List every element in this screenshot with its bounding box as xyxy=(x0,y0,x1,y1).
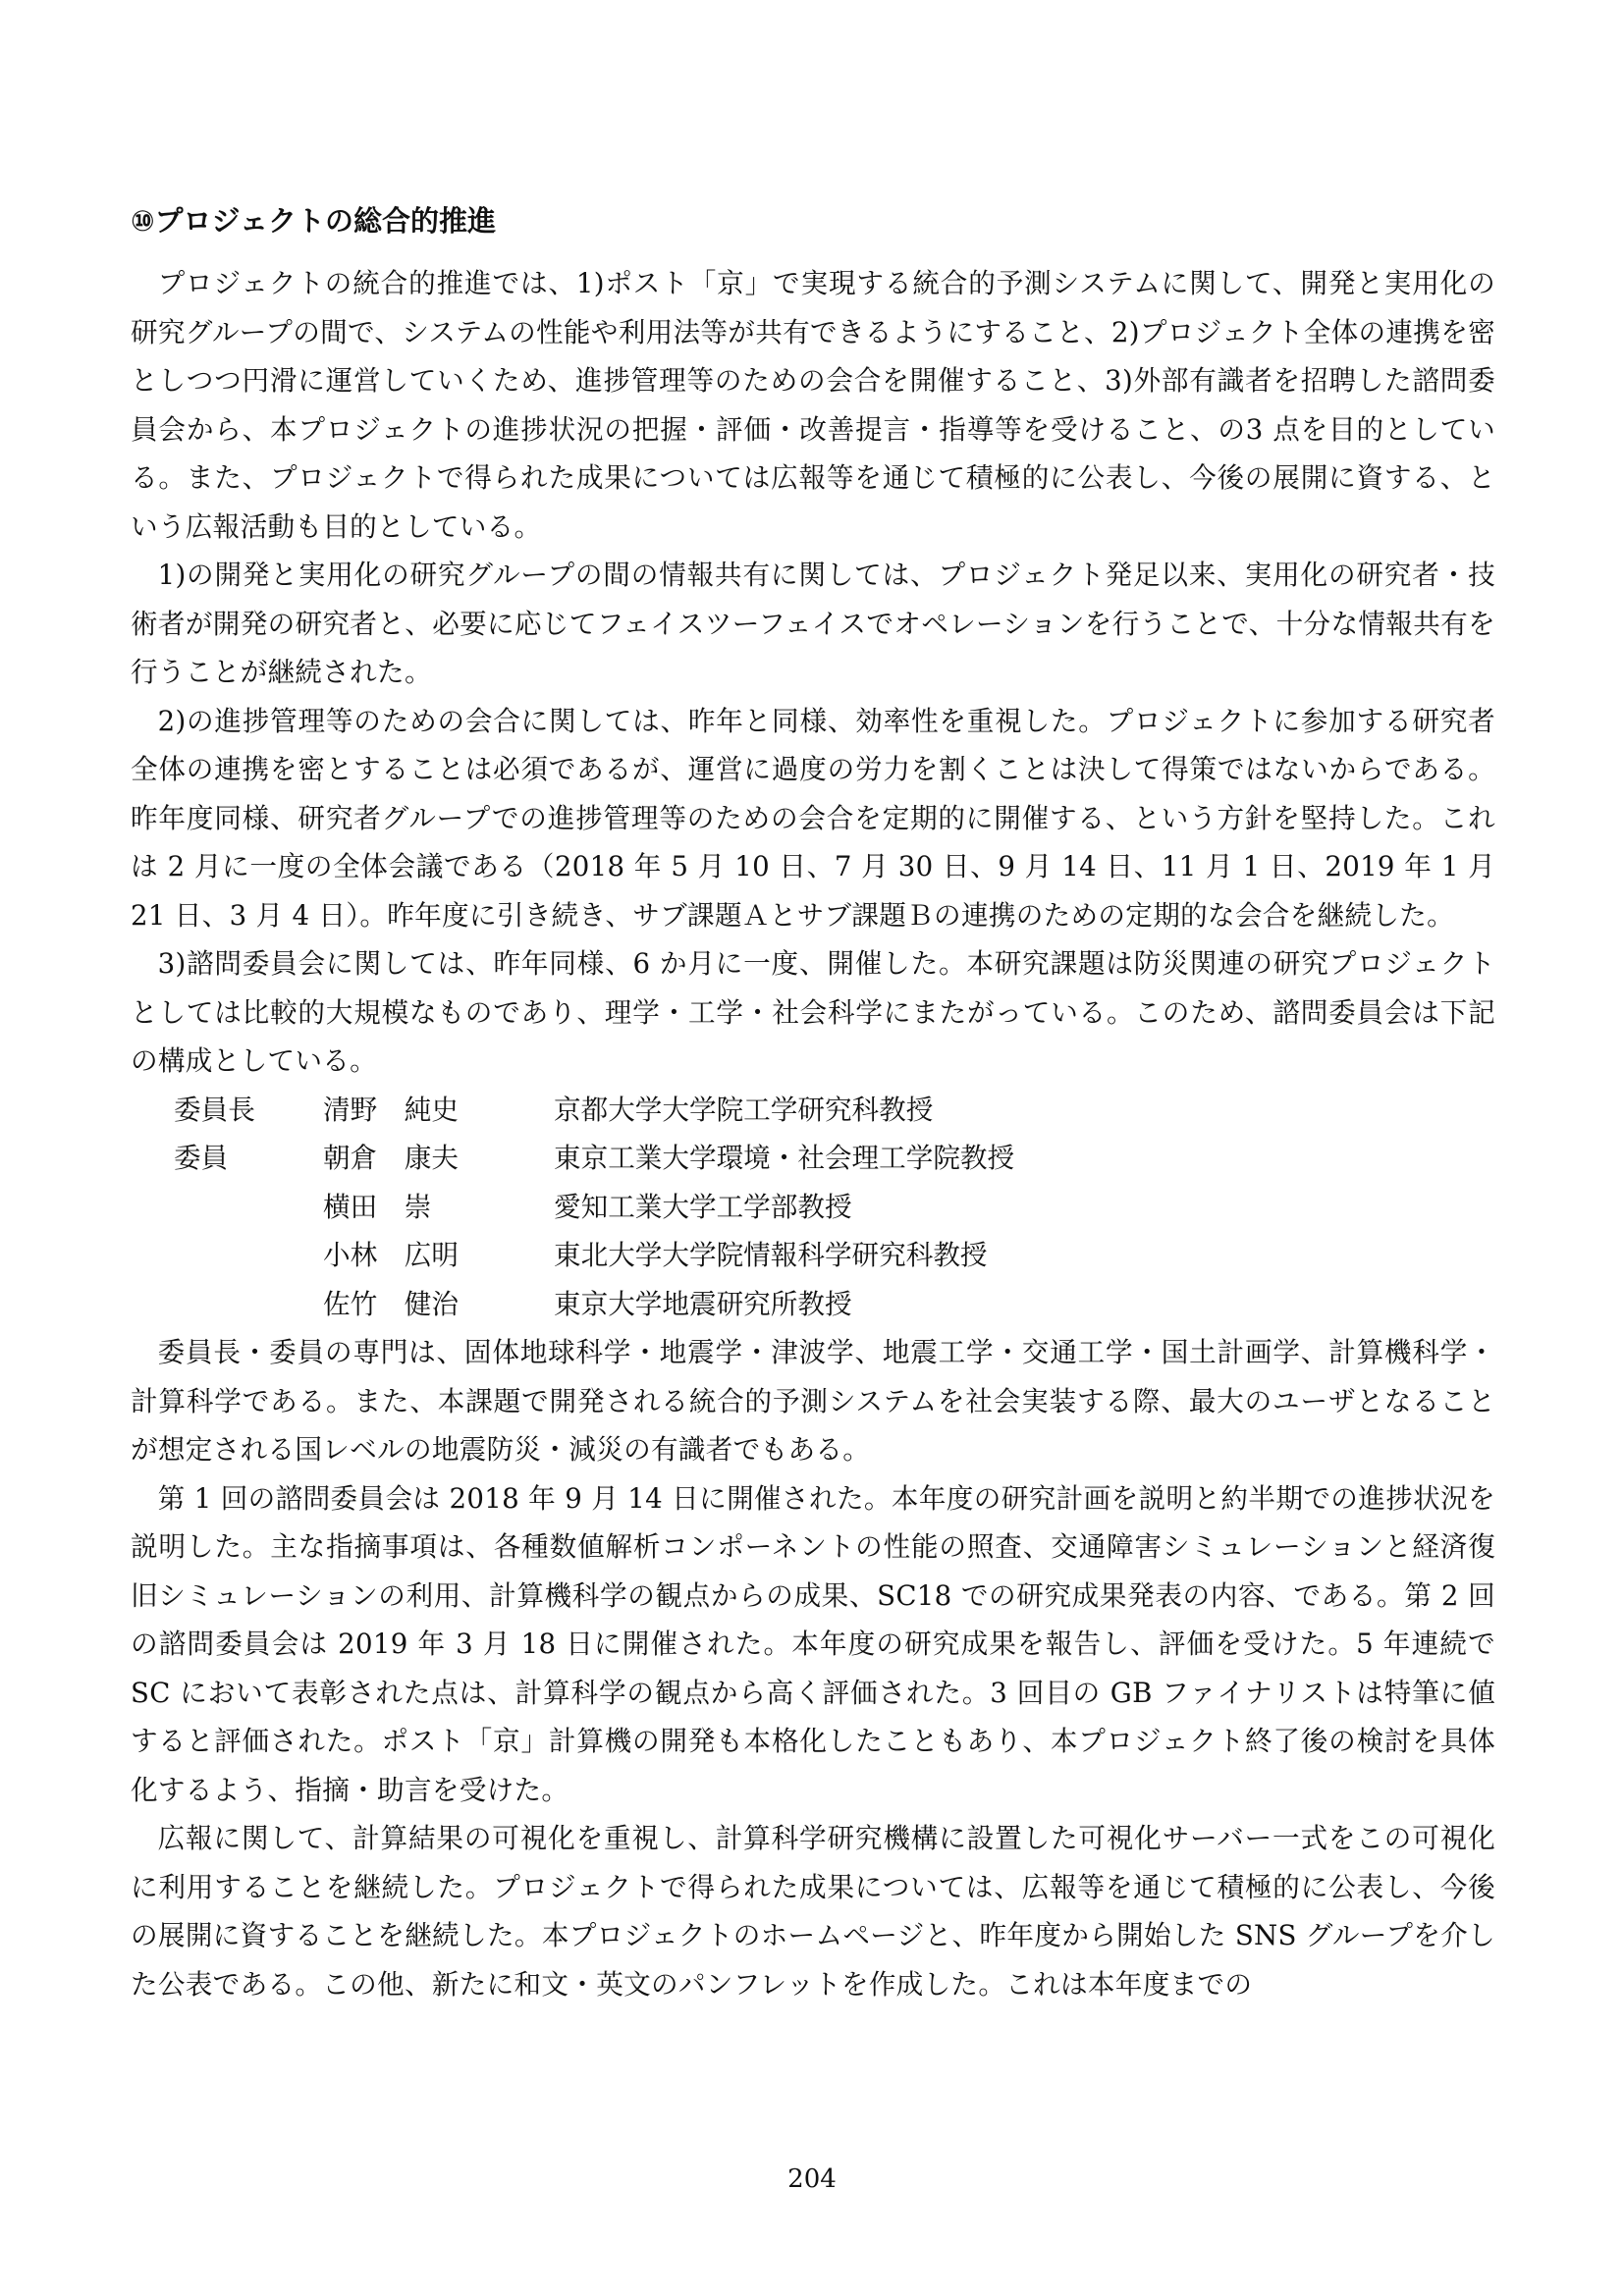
member-role xyxy=(131,1231,323,1280)
page-number: 204 xyxy=(787,2164,837,2194)
paragraph-info-sharing: 1)の開発と実用化の研究グループの間の情報共有に関しては、プロジェクト発足以来、実用化の研究者・技術者が開発の研究者と、必要に応じてフェイスツーフェイスでオペレーションを行うことで、十分な情報共有を行うことが継続された。 xyxy=(131,559,1495,688)
member-affiliation: 京都大学大学院工学研究科教授 xyxy=(554,1093,934,1126)
member-name: 清野 純史 xyxy=(323,1093,459,1126)
member-role: 委員 xyxy=(174,1142,229,1174)
member-name: 横田 崇 xyxy=(323,1190,432,1223)
committee-member-row xyxy=(131,1231,1495,1280)
member-role xyxy=(131,1183,323,1232)
member-affiliation: 東京工業大学環境・社会理工学院教授 xyxy=(554,1142,1015,1174)
paragraph-advisory-committee: 3)諮問委員会に関しては、昨年同様、6 か月に一度、開催した。本研究課題は防災関連の研究プロジェクトとしては比較的大規模なものであり、理学・工学・社会科学にまたがっている。このため、諮問委員会は下記の構成としている。 xyxy=(131,947,1495,1077)
paragraph-intro: プロジェクトの統合的推進では、1)ポスト「京」で実現する統合的予測システムに関して、開発と実用化の研究グループの間で、システムの性能や利用法等が共有できるようにすること、2)プロジェクト全体の連携を密としつつ円滑に運営していくため、進捗管理等のための会合を開催すること、3)外部有識者を招聘した諮問委員会から、本プロジェクトの進捗状況の把握・評価・改善提言・指導等を受けること、の3 点を目的としている。また、プロジェクトで得られた成果については広報等を通じて積極的に公表し、今後の展開に資する、という広報活動も目的としている。 xyxy=(131,267,1495,543)
committee-list xyxy=(131,1086,1495,1329)
member-affiliation: 東京大学地震研究所教授 xyxy=(554,1287,852,1320)
member-name: 佐竹 健治 xyxy=(323,1287,459,1320)
committee-member-row xyxy=(131,1086,1495,1135)
committee-member-row xyxy=(131,1280,1495,1329)
member-affiliation: 愛知工業大学工学部教授 xyxy=(554,1190,852,1223)
member-name: 小林 広明 xyxy=(323,1239,459,1271)
member-role xyxy=(131,1280,323,1329)
member-role: 委員長 xyxy=(174,1093,255,1126)
paragraph-committee-meetings: 第 1 回の諮問委員会は 2018 年 9 月 14 日に開催された。本年度の研究計画を説明と約半期での進捗状況を説明した。主な指摘事項は、各種数値解析コンポーネントの性能の照査、交通障害シミュレーションと経済復旧シミュレーションの利用、計算機科学の観点からの成果、SC18 での研究成果発表の内容、である。第 2 回の諮問委員会は 2019 年 3 月 18 日に開催された。本年度の研究成果を報告し、評価を受けた。5 年連続で SC において表彰された点は、計算科学の観点から高く評価された。3 回目の GB ファイナリストは特筆に値すると評価された。ポスト「京」計算機の開発も本格化したこともあり、本プロジェクト終了後の検討を具体化するよう、指摘・助言を受けた。 xyxy=(131,1481,1495,1806)
paragraph-committee-expertise: 委員長・委員の専門は、固体地球科学・地震学・津波学、地震工学・交通工学・国土計画学、計算機科学・計算科学である。また、本課題で開発される統合的予測システムを社会実装する際、最大のユーザとなることが想定される国レベルの地震防災・減災の有識者でもある。 xyxy=(131,1336,1495,1466)
section-heading: ⑩プロジェクトの総合的推進 xyxy=(131,204,496,238)
member-name: 朝倉 康夫 xyxy=(323,1142,459,1174)
paragraph-progress-management: 2)の進捗管理等のための会合に関しては、昨年と同様、効率性を重視した。プロジェクトに参加する研究者全体の連携を密とすることは必須であるが、運営に過度の労力を割くことは決して得策ではないからである。昨年度同様、研究者グループでの進捗管理等のための会合を定期的に開催する、という方針を堅持した。これは 2 月に一度の全体会議である（2018 年 5 月 10 日、7 月 30 日、9 月 14 日、11 月 1 日、2019 年 1 月 21 日、3 月 4 日）。昨年度に引き続き、サブ課題Ａとサブ課題Ｂの連携のための定期的な会合を継続した。 xyxy=(131,704,1495,932)
page-content xyxy=(131,196,1495,2008)
committee-member-row xyxy=(131,1134,1495,1183)
member-affiliation: 東北大学大学院情報科学研究科教授 xyxy=(554,1239,988,1271)
committee-member-row xyxy=(131,1183,1495,1232)
paragraph-public-relations: 広報に関して、計算結果の可視化を重視し、計算科学研究機構に設置した可視化サーバー一式をこの可視化に利用することを継続した。プロジェクトで得られた成果については、広報等を通じて積極的に公表し、今後の展開に資することを継続した。本プロジェクトのホームページと、昨年度から開始した SNS グループを介した公表である。この他、新たに和文・英文のパンフレットを作成した。これは本年度までの xyxy=(131,1822,1495,2001)
